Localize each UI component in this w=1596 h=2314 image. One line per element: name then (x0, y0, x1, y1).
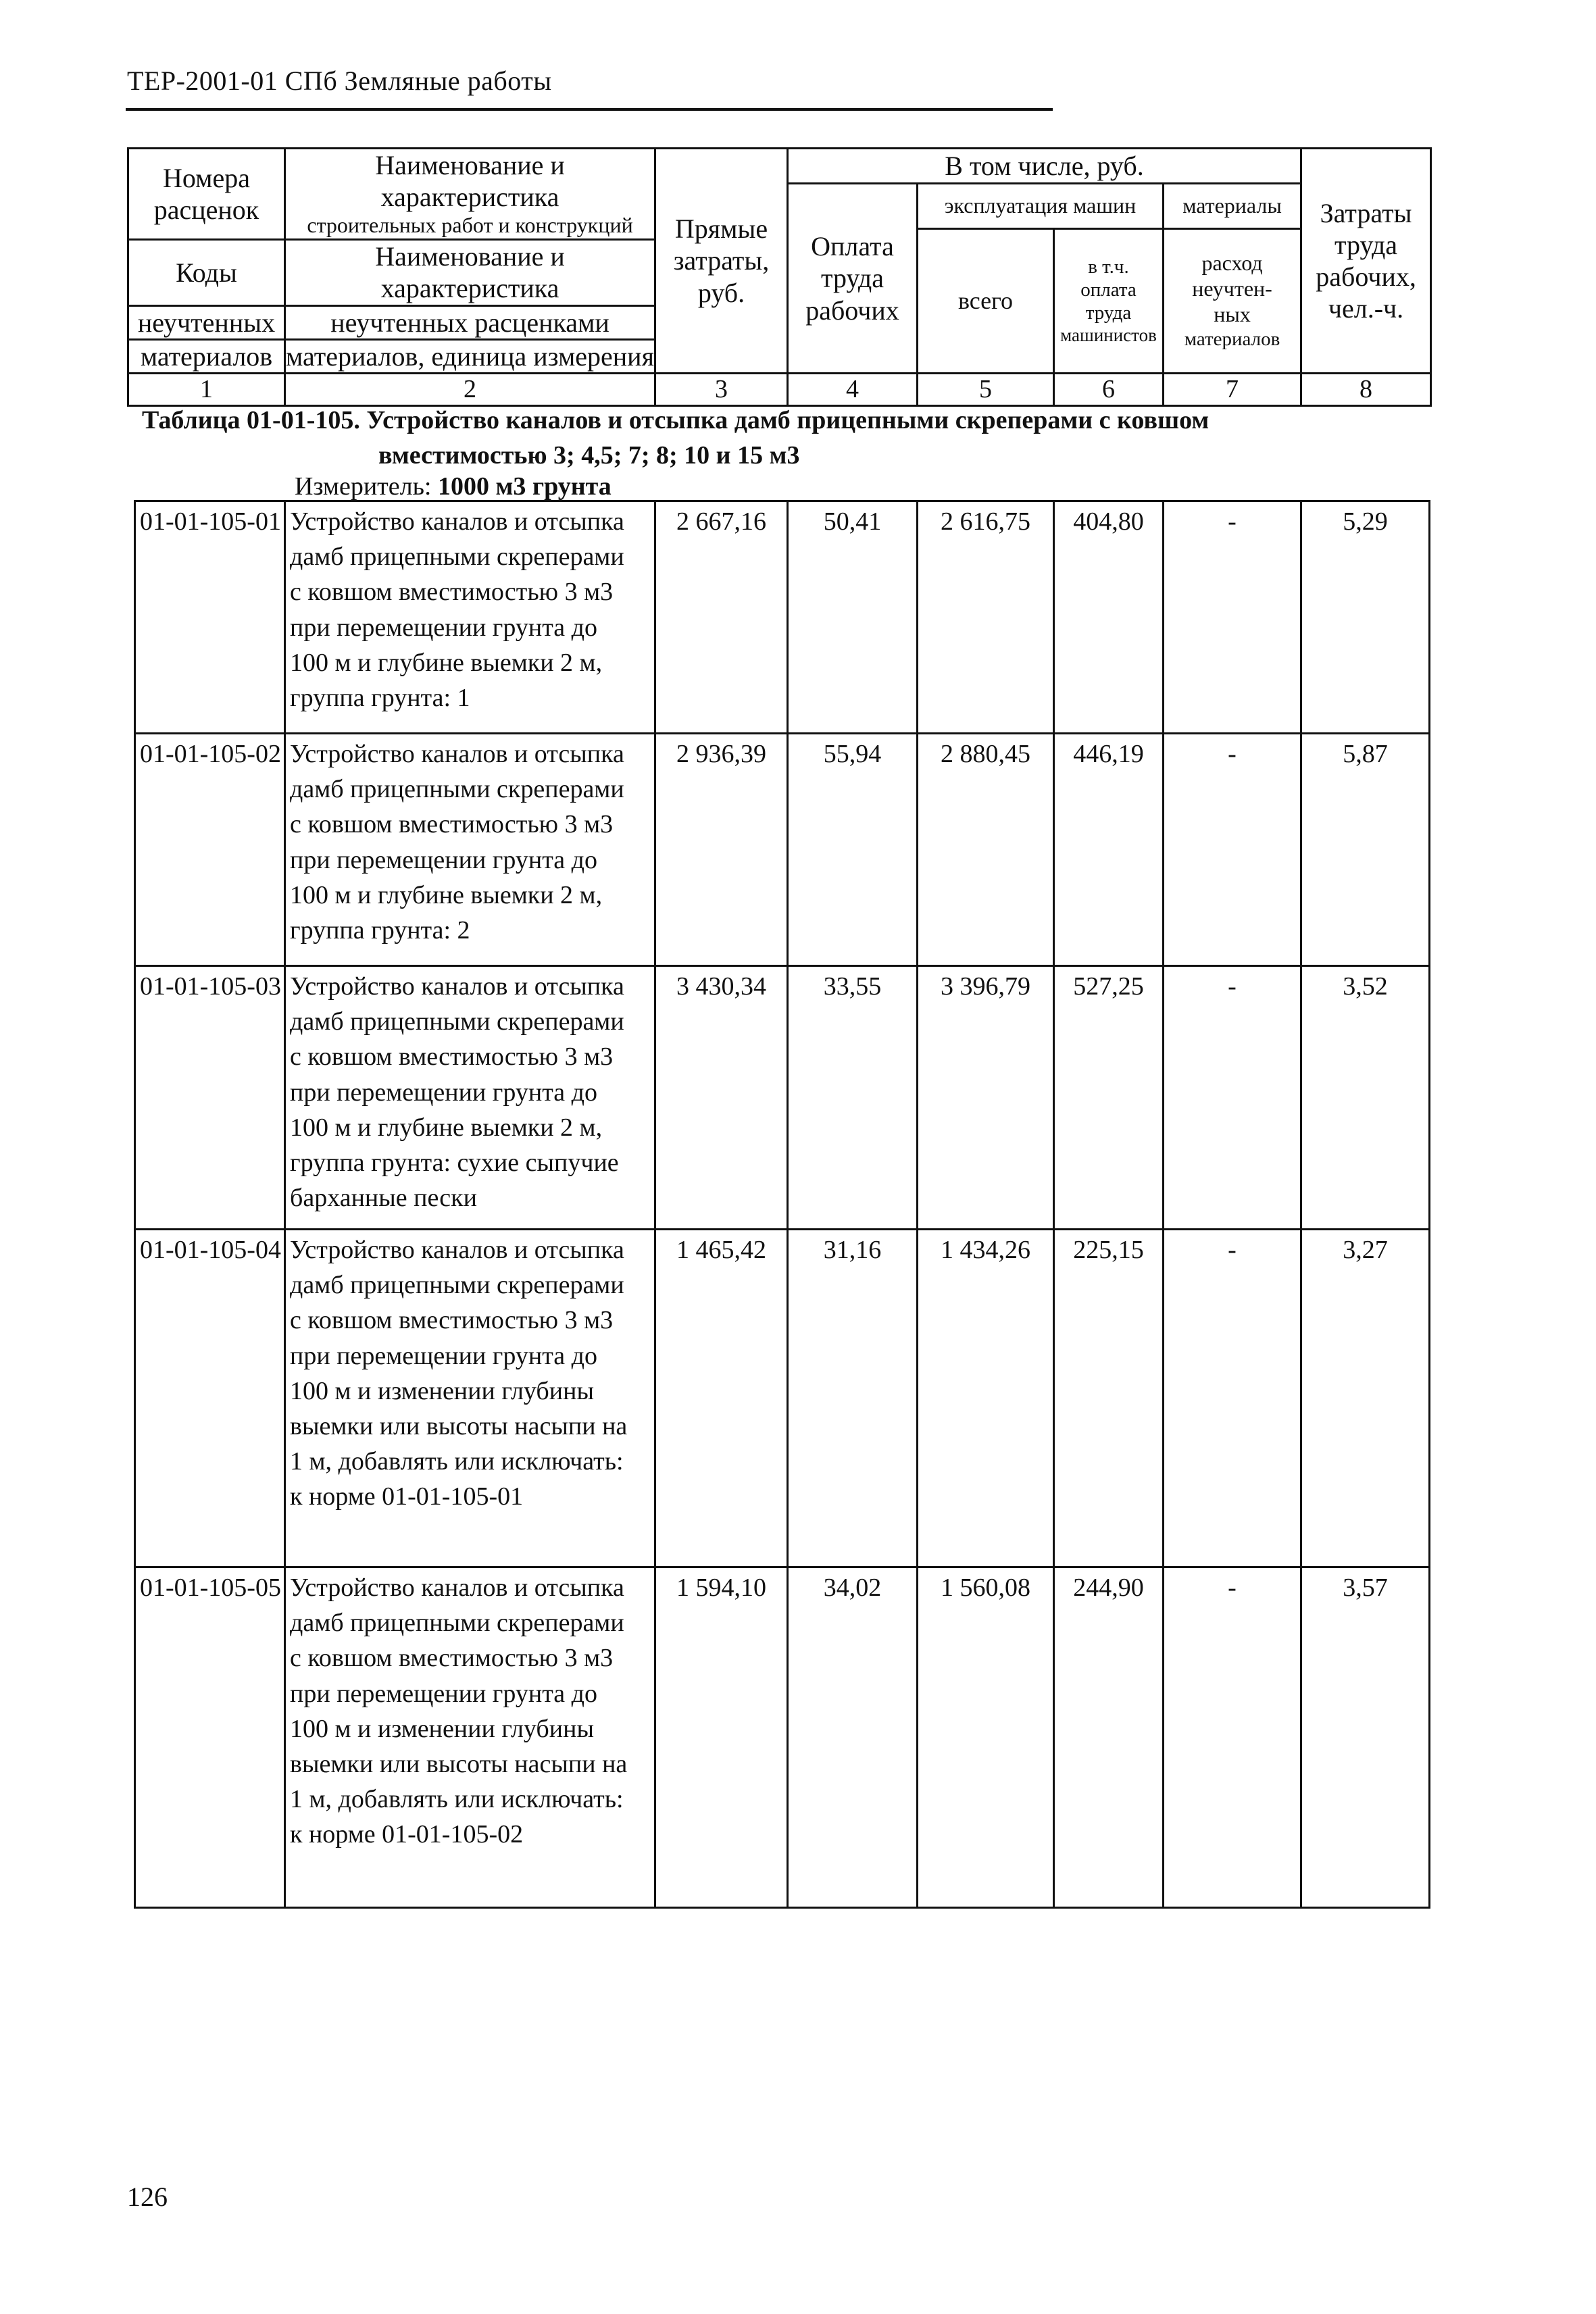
worker-pay-cell: 31,16 (788, 1230, 918, 1567)
column-number: 2 (285, 373, 655, 405)
table-title (142, 403, 1358, 473)
description-line: к норме 01-01-105-01 (290, 1482, 524, 1511)
description-line: при перемещении грунта до (290, 1341, 597, 1370)
rate-code: 01-01-105-01 (135, 501, 285, 734)
running-header: ТЕР-2001-01 СПб Земляные работы (127, 66, 552, 96)
rate-description (285, 501, 655, 734)
description-line: дамб прицепными скреперами (290, 1609, 624, 1638)
header-materials-name-line-1: Наименование и характеристика (285, 240, 655, 305)
operator-pay-cell: 225,15 (1054, 1230, 1164, 1567)
description-line: с ковшом вместимостью 3 м3 (290, 1042, 614, 1072)
labor-hours-cell: 5,29 (1301, 501, 1430, 734)
description-line: с ковшом вместимостью 3 м3 (290, 1306, 614, 1335)
column-number: 4 (788, 373, 918, 405)
description-line: выемки или высоты насыпи на (290, 1750, 628, 1779)
column-header-table (127, 147, 1432, 407)
header-materials-name-line-2: неучтенных расценками (285, 305, 655, 339)
table-row (135, 501, 1430, 734)
column-number: 1 (128, 373, 285, 405)
worker-pay-cell: 33,55 (788, 966, 918, 1230)
table-row (135, 1230, 1430, 1567)
description-line: 100 м и глубине выемки 2 м, (290, 1113, 603, 1142)
operator-pay-cell: 527,25 (1054, 966, 1164, 1230)
description-line: с ковшом вместимостью 3 м3 (290, 810, 614, 839)
description-line: при перемещении грунта до (290, 1679, 597, 1708)
rates-table-body (135, 501, 1430, 1908)
header-labor-hours: Затраты труда рабочих, чел.-ч. (1301, 149, 1431, 374)
rate-code: 01-01-105-02 (135, 734, 285, 966)
machines-total-cell: 1 434,26 (918, 1230, 1054, 1567)
description-line: группа грунта: сухие сыпучие (290, 1149, 619, 1178)
operator-pay-cell: 446,19 (1054, 734, 1164, 966)
description-line: группа грунта: 2 (290, 916, 470, 945)
rate-code: 01-01-105-05 (135, 1567, 285, 1908)
header-materials-name-line-3: материалов, единица измерения (285, 339, 655, 373)
header-codes-line-1: Коды (128, 240, 285, 305)
header-machines-total: всего (918, 228, 1054, 373)
header-materials: материалы (1164, 184, 1301, 229)
unaccounted-materials-cell: - (1164, 1567, 1301, 1908)
operator-pay-cell: 404,80 (1054, 501, 1164, 734)
description-line: Устройство каналов и отсыпка (290, 1574, 624, 1602)
description-line: Устройство каналов и отсыпка (290, 740, 624, 768)
labor-hours-cell: 3,57 (1301, 1567, 1430, 1908)
table-title-line-1: Таблица 01-01-105. Устройство каналов и отсыпка дамб прицепными скреперами с ковшом (142, 406, 1210, 434)
machines-total-cell: 3 396,79 (918, 966, 1054, 1230)
description-line: группа грунта: 1 (290, 684, 470, 713)
unaccounted-materials-cell: - (1164, 734, 1301, 966)
description-line: 1 м, добавлять или исключать: (290, 1785, 624, 1814)
header-group-title: В том числе, руб. (788, 149, 1301, 184)
description-line: Устройство каналов и отсыпка (290, 507, 624, 536)
header-rule (126, 108, 1053, 111)
direct-costs-cell: 1 465,42 (655, 1230, 788, 1567)
labor-hours-cell: 3,52 (1301, 966, 1430, 1230)
operator-pay-cell: 244,90 (1054, 1567, 1164, 1908)
header-unaccounted-materials: расход неучтен- ных материалов (1164, 228, 1301, 373)
description-line: к норме 01-01-105-02 (290, 1820, 524, 1849)
worker-pay-cell: 34,02 (788, 1567, 918, 1908)
description-line: дамб прицепными скреперами (290, 1271, 624, 1300)
direct-costs-cell: 2 936,39 (655, 734, 788, 966)
direct-costs-cell: 1 594,10 (655, 1567, 788, 1908)
table-row (135, 734, 1430, 966)
header-machine-operation: эксплуатация машин (918, 184, 1164, 229)
header-codes-line-2: неучтенных (128, 305, 285, 339)
column-number: 6 (1054, 373, 1164, 405)
table-title-line-2: вместимостью 3; 4,5; 7; 8; 10 и 15 м3 (378, 441, 800, 470)
column-number: 8 (1301, 373, 1431, 405)
description-line: при перемещении грунта до (290, 845, 597, 874)
column-number: 3 (655, 373, 788, 405)
table-row (135, 966, 1430, 1230)
description-line: 1 м, добавлять или исключать: (290, 1447, 624, 1476)
description-line: с ковшом вместимостью 3 м3 (290, 578, 614, 607)
header-codes-line-3: материалов (128, 339, 285, 373)
unaccounted-materials-cell: - (1164, 1230, 1301, 1567)
rate-code: 01-01-105-04 (135, 1230, 285, 1567)
column-number: 5 (918, 373, 1054, 405)
description-line: Устройство каналов и отсыпка (290, 972, 624, 1001)
description-line: 100 м и изменении глубины (290, 1376, 594, 1405)
rate-code: 01-01-105-03 (135, 966, 285, 1230)
header-rate-numbers: Номера расценок (128, 149, 285, 240)
description-line: дамб прицепными скреперами (290, 775, 624, 804)
description-line: дамб прицепными скреперами (290, 543, 624, 572)
unit-value: 1000 м3 грунта (438, 472, 612, 501)
rate-description (285, 1567, 655, 1908)
rates-table (134, 500, 1430, 1909)
description-line: с ковшом вместимостью 3 м3 (290, 1644, 614, 1673)
description-line: при перемещении грунта до (290, 1078, 597, 1107)
machines-total-cell: 2 616,75 (918, 501, 1054, 734)
unit-label: Измеритель: (295, 472, 432, 501)
worker-pay-cell: 50,41 (788, 501, 918, 734)
direct-costs-cell: 3 430,34 (655, 966, 788, 1230)
description-line: Устройство каналов и отсыпка (290, 1236, 624, 1264)
rate-description (285, 1230, 655, 1567)
rate-description (285, 966, 655, 1230)
labor-hours-cell: 3,27 (1301, 1230, 1430, 1567)
description-line: 100 м и глубине выемки 2 м, (290, 880, 603, 909)
unaccounted-materials-cell: - (1164, 501, 1301, 734)
description-line: выемки или высоты насыпи на (290, 1412, 628, 1441)
unaccounted-materials-cell: - (1164, 966, 1301, 1230)
header-worker-pay: Оплата труда рабочих (788, 184, 918, 374)
header-direct-costs: Прямые затраты, руб. (655, 149, 788, 374)
description-line: при перемещении грунта до (290, 613, 597, 642)
worker-pay-cell: 55,94 (788, 734, 918, 966)
machines-total-cell: 1 560,08 (918, 1567, 1054, 1908)
description-line: 100 м и глубине выемки 2 м, (290, 648, 603, 677)
description-line: дамб прицепными скреперами (290, 1007, 624, 1036)
machines-total-cell: 2 880,45 (918, 734, 1054, 966)
description-line: 100 м и изменении глубины (290, 1714, 594, 1743)
header-operator-pay: в т.ч. оплата труда машинистов (1054, 228, 1164, 373)
page-number: 126 (127, 2182, 168, 2212)
direct-costs-cell: 2 667,16 (655, 501, 788, 734)
labor-hours-cell: 5,87 (1301, 734, 1430, 966)
table-row (135, 1567, 1430, 1908)
column-number: 7 (1164, 373, 1301, 405)
rate-description (285, 734, 655, 966)
description-line: барханные пески (290, 1184, 477, 1213)
header-work-name: Наименование и характеристика строительных работ и конструкций (285, 149, 655, 240)
unit-of-measure (295, 472, 612, 501)
